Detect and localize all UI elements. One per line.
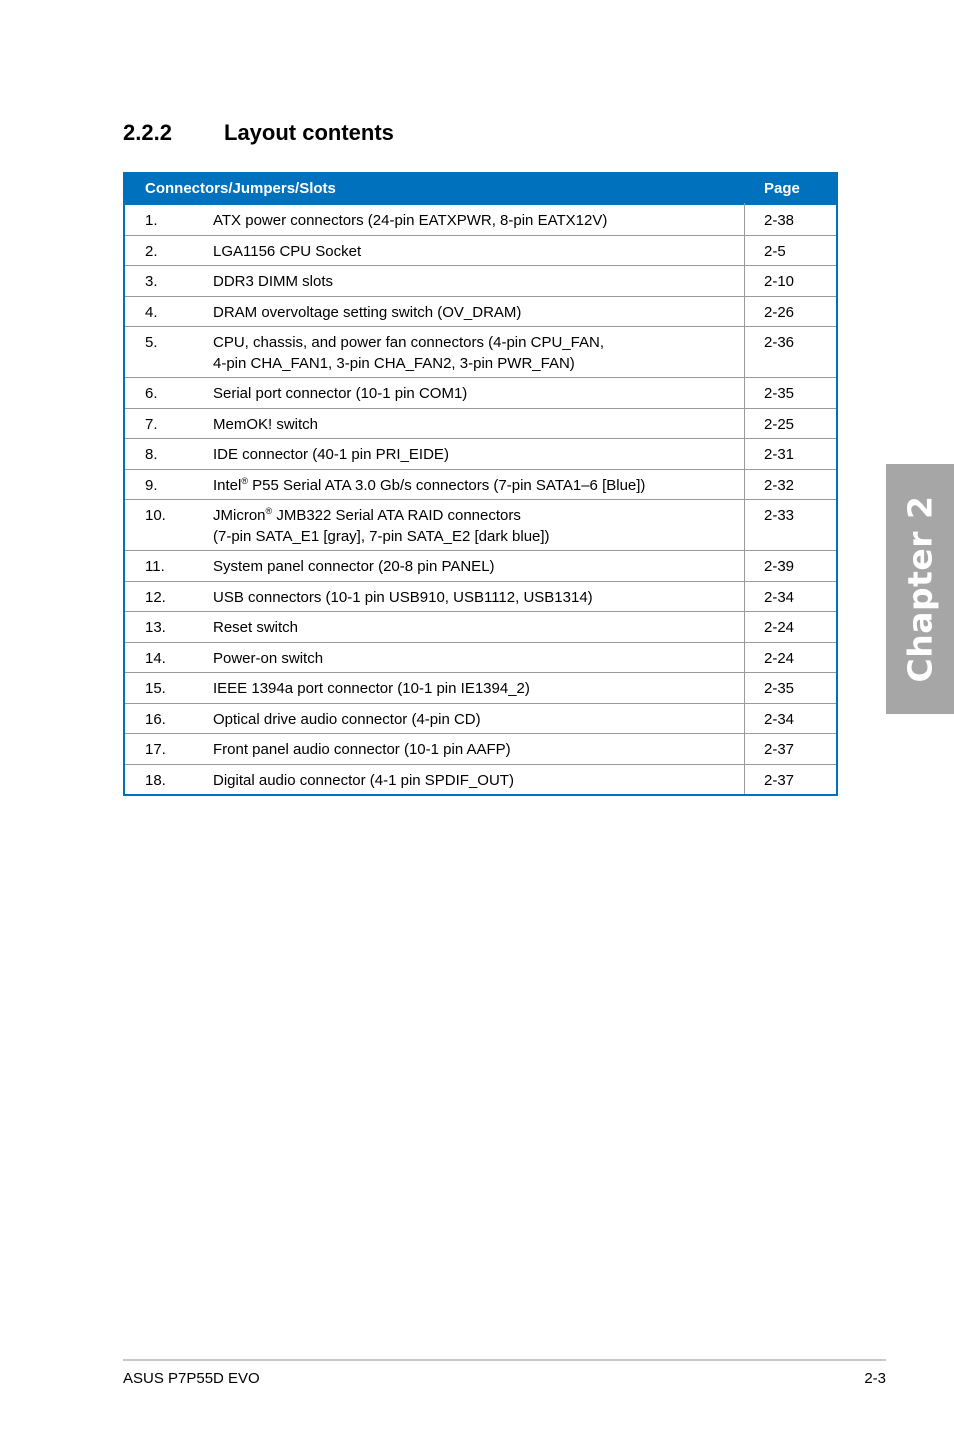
header-connectors-label: Connectors/Jumpers/Slots [145,180,336,197]
row-description-line: Serial port connector (10-1 pin COM1) [213,385,468,402]
row-number: 16. [145,710,166,728]
row-description-line: P55 Serial ATA 3.0 Gb/s connectors (7-pin SATA1–6 [Blue]) [248,476,646,494]
registered-mark: ® [265,506,273,516]
row-description [213,709,481,730]
table-row [125,236,836,267]
row-page-ref: 2-36 [764,334,795,351]
row-number: 11. [145,558,165,575]
row-number: 1. [145,212,158,229]
row-description-line: DDR3 DIMM slots [213,273,334,290]
row-description [213,414,318,435]
row-number: 3. [145,273,158,290]
row-page-ref: 2-32 [764,476,795,494]
row-description-line: LGA1156 CPU Socket [213,242,362,260]
row-description [213,505,550,547]
table-row [125,704,836,735]
row-number: 13. [145,619,166,636]
row-number: 18. [145,771,166,789]
row-description [213,332,604,374]
row-number: 12. [145,588,166,606]
chapter-tab-label: Chapter 2 [900,495,940,683]
row-description [213,556,495,577]
row-number: 4. [145,303,158,321]
chapter-tab [886,464,954,714]
row-number: 15. [145,680,166,697]
table-row [125,734,836,765]
row-description-line: MemOK! switch [213,415,319,433]
row-number: 14. [145,649,166,667]
row-page-ref: 2-34 [764,710,795,728]
row-description-line: USB connectors (10-1 pin USB910, USB1112, USB1314) [213,588,593,606]
row-description-line: 4-pin CHA_FAN1, 3-pin CHA_FAN2, 3-pin PWR_FAN) [213,355,575,372]
row-description [213,770,514,791]
row-number: 2. [145,242,158,260]
row-number: 6. [145,385,158,402]
row-description [213,210,607,231]
row-description [213,241,361,262]
row-description [213,587,593,608]
row-description [213,648,323,669]
table-row [125,439,836,470]
footer-divider [123,1359,886,1361]
table-row [125,266,836,297]
row-description [213,444,449,465]
table-row [125,673,836,704]
row-number: 9. [145,476,158,494]
row-description-line: (7-pin SATA_E1 [gray], 7-pin SATA_E2 [dark blue]) [213,528,550,545]
row-description-brand: Intel [213,476,242,494]
row-page-ref: 2-34 [764,588,795,606]
row-number: 10. [145,507,166,524]
row-description [213,302,521,323]
table-row [125,409,836,440]
table-row [125,378,836,409]
row-description [213,383,467,404]
row-description-line: Digital audio connector (4-1 pin SPDIF_OUT) [213,771,514,789]
row-page-ref: 2-35 [764,680,795,697]
row-description-line: ATX power connectors (24-pin EATXPWR, 8-pin EATX12V) [213,212,608,229]
table-row [125,612,836,643]
row-description-line: System panel connector (20-8 pin PANEL) [213,558,495,575]
table-row [125,643,836,674]
layout-contents-table [123,172,838,796]
row-description [213,739,511,760]
row-page-ref: 2-31 [764,446,795,463]
row-page-ref: 2-39 [764,558,795,575]
row-page-ref: 2-37 [764,741,795,758]
footer-page-number: 2-3 [864,1370,886,1387]
table-row [125,500,836,551]
row-description [213,271,333,292]
registered-mark: ® [241,475,248,486]
section-number: 2.2.2 [123,120,172,145]
table-row [125,582,836,613]
row-description-brand: JMicron [213,507,266,524]
table-row [125,327,836,378]
row-description-line: IEEE 1394a port connector (10-1 pin IE1394_2) [213,680,530,697]
row-number: 8. [145,446,158,463]
row-description-line: JMB322 Serial ATA RAID connectors [272,507,521,524]
table-row [125,297,836,328]
row-number: 7. [145,415,158,433]
row-page-ref: 2-38 [764,212,795,229]
table-row [125,205,836,236]
row-description [213,475,645,496]
row-page-ref: 2-26 [764,303,795,321]
row-page-ref: 2-10 [764,273,795,290]
table-row [125,765,836,796]
row-page-ref: 2-33 [764,507,795,524]
row-description [213,678,530,699]
row-page-ref: 2-24 [764,619,795,636]
row-number: 17. [145,741,166,758]
section-heading [123,119,394,147]
row-page-ref: 2-25 [764,415,795,433]
row-page-ref: 2-35 [764,385,795,402]
row-description-line: Front panel audio connector (10-1 pin AAFP) [213,741,511,758]
row-description-line: CPU, chassis, and power fan connectors (4-pin CPU_FAN, [213,334,605,351]
row-page-ref: 2-5 [764,242,786,260]
section-title: Layout contents [224,120,394,145]
row-description-line: Reset switch [213,619,299,636]
row-description-line: DRAM overvoltage setting switch (OV_DRAM) [213,303,522,321]
row-page-ref: 2-37 [764,771,795,789]
table-header [123,172,838,205]
row-description-line: Power-on switch [213,649,324,667]
table-row [125,470,836,501]
row-number: 5. [145,334,158,351]
row-description-line: Optical drive audio connector (4-pin CD) [213,710,481,728]
header-page-label: Page [764,180,800,197]
table-row [125,551,836,582]
footer-product-name: ASUS P7P55D EVO [123,1370,260,1387]
row-page-ref: 2-24 [764,649,795,667]
row-description-line: IDE connector (40-1 pin PRI_EIDE) [213,446,449,463]
row-description [213,617,298,638]
